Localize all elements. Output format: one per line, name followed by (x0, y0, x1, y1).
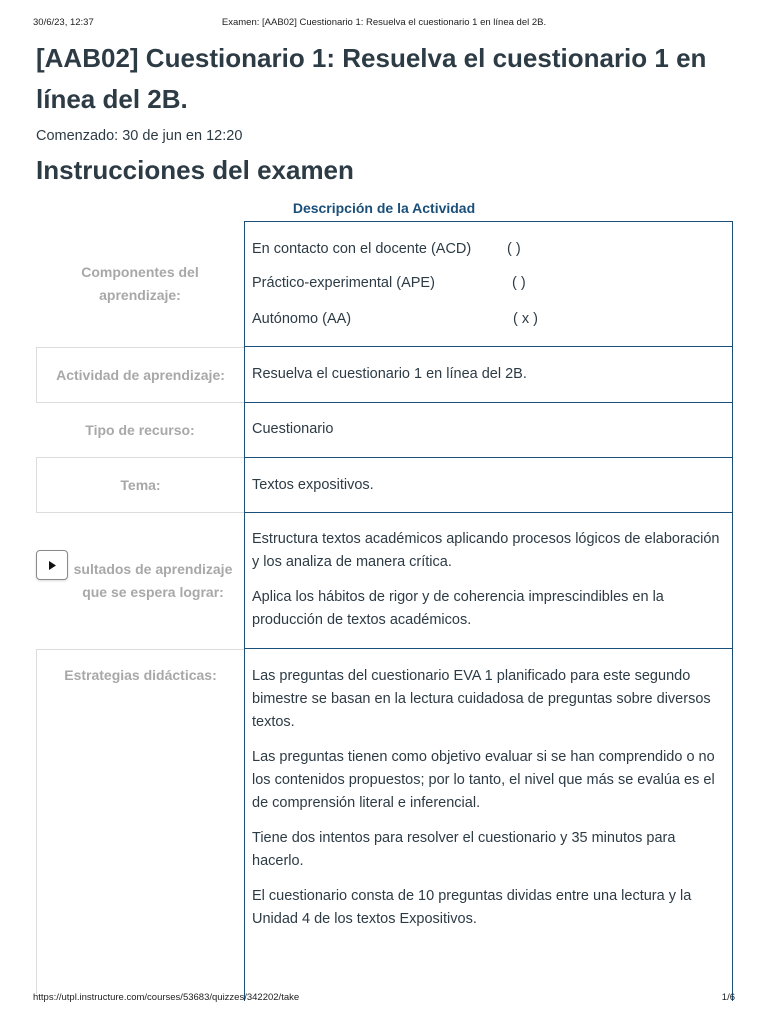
components-item (252, 308, 722, 331)
components-item (252, 238, 722, 261)
components-item (252, 272, 722, 295)
print-footer (33, 992, 735, 1006)
resource-label: Tipo de recurso: (85, 421, 195, 438)
outcomes-label: sultados de aprendizaje que se espera lograr: (73, 560, 233, 600)
table-divider (244, 221, 733, 222)
components-label-cell (36, 222, 244, 346)
topic-label: Tema: (120, 476, 161, 493)
topic-value: Textos expositivos. (252, 477, 374, 493)
activity-label: Actividad de aprendizaje: (56, 366, 225, 383)
component-mark: ( ) (512, 275, 526, 291)
activity-description-heading: Descripción de la Actividad (292, 200, 476, 216)
print-page-title: Examen: [AAB02] Cuestionario 1: Resuelva el cuestionario 1 en línea del 2B. (221, 17, 547, 28)
quiz-title: [AAB02] Cuestionario 1: Resuelva el cuestionario 1 en línea del 2B. (36, 43, 707, 114)
strategies-label-cell (36, 649, 244, 994)
component-name: Autónomo (AA) (252, 311, 352, 327)
table-divider (244, 402, 733, 403)
print-datetime: 30/6/23, 12:37 (33, 17, 94, 28)
started-timestamp: Comenzado: 30 de jun en 12:20 (36, 128, 243, 144)
component-mark: ( ) (507, 241, 521, 257)
component-name: Práctico-experimental (APE) (252, 275, 435, 291)
strategies-label: Estrategias didácticas: (64, 667, 217, 683)
table-divider (244, 648, 733, 649)
outcome-paragraph: Estructura textos académicos aplicando procesos lógicos de elaboración y los analiza de manera crítica. (252, 531, 720, 570)
strategy-paragraph: Tiene dos intentos para resolver el cuestionario y 35 minutos para hacerlo. (252, 830, 676, 869)
print-header (33, 17, 735, 31)
strategy-paragraph: Las preguntas tienen como objetivo evaluar si se han comprendido o no los contenidos propuestos; por lo tanto, el nivel que más se evalúa es el de comprensión literal e inferencial. (252, 749, 715, 811)
resource-label-cell (36, 403, 244, 457)
strategy-paragraph: El cuestionario consta de 10 preguntas dividas entre una lectura y la Unidad 4 de los textos Expositivos. (252, 888, 692, 927)
instructions-heading: Instrucciones del examen (36, 155, 354, 185)
page-number: 1/6 (721, 992, 735, 1003)
table-divider (244, 457, 733, 458)
strategy-paragraph: Las preguntas del cuestionario EVA 1 planificado para este segundo bimestre se basan en la lectura cuidadosa de preguntas sobre diversos textos. (252, 668, 711, 730)
activity-label-cell (36, 347, 244, 403)
play-button[interactable] (36, 550, 68, 580)
component-mark: ( x ) (513, 311, 538, 327)
table-divider (244, 512, 733, 513)
play-icon (47, 560, 57, 571)
strategies-value (252, 665, 722, 931)
topic-label-cell (36, 457, 244, 513)
resource-value: Cuestionario (252, 421, 334, 437)
outcomes-value (252, 528, 722, 632)
table-divider (244, 346, 733, 347)
page-url: https://utpl.instructure.com/courses/53683/quizzes/342202/take (33, 992, 300, 1003)
outcome-paragraph: Aplica los hábitos de rigor y de coherencia imprescindibles en la producción de textos académicos. (252, 589, 664, 628)
component-name: En contacto con el docente (ACD) (252, 241, 472, 257)
components-label: Componentes del aprendizaje: (81, 264, 199, 303)
activity-value: Resuelva el cuestionario 1 en línea del 2B. (252, 366, 527, 382)
outcomes-label-cell (36, 513, 244, 648)
